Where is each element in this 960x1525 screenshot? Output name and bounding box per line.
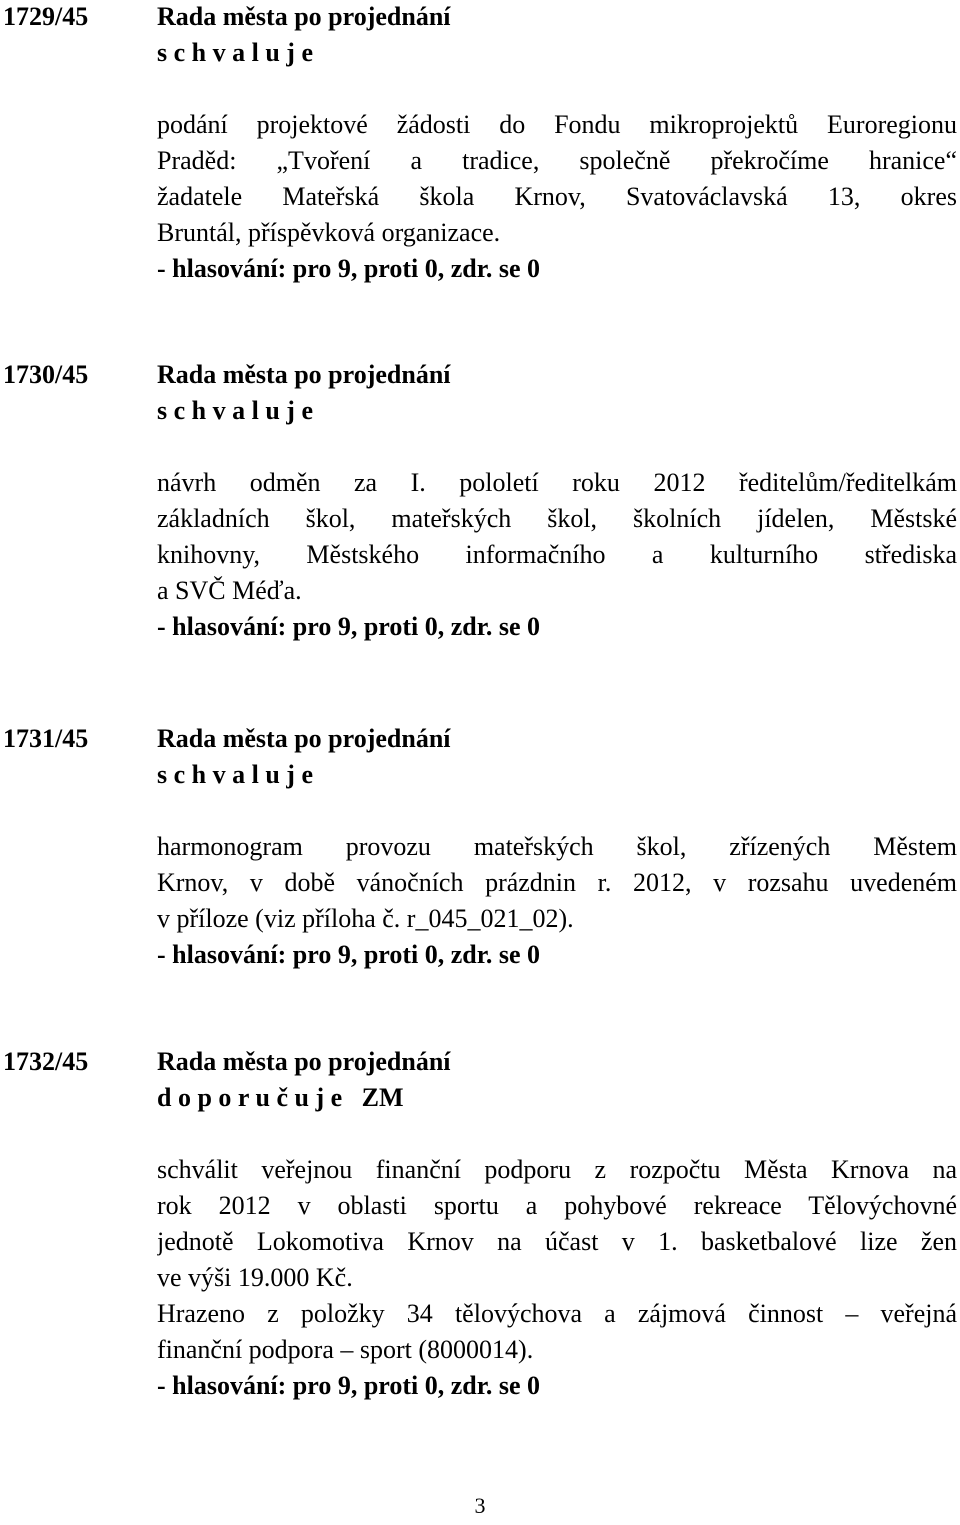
resolution-text-line: Krnov, v době vánočních prázdnin r. 2012, v rozsahu uvedeném (157, 868, 957, 897)
resolution-text-line: základních škol, mateřských škol, školních jídelen, Městské (157, 504, 957, 533)
resolution-body (157, 722, 957, 974)
resolution-heading: Rada města po projednání (157, 724, 451, 753)
vote-result: - hlasování: pro 9, proti 0, zdr. se 0 (157, 254, 541, 283)
resolution-text-line: ve výši 19.000 Kč. (157, 1263, 353, 1292)
resolution-number: 1731/45 (3, 724, 89, 753)
vote-result: - hlasování: pro 9, proti 0, zdr. se 0 (157, 940, 541, 969)
resolution-verb: s c h v a l u j e (157, 396, 313, 425)
vote-result: - hlasování: pro 9, proti 0, zdr. se 0 (157, 612, 541, 641)
resolution-text-line: knihovny, Městského informačního a kulturního střediska (157, 540, 957, 569)
resolution-heading: Rada města po projednání (157, 360, 451, 389)
resolution-text-line: Bruntál, příspěvková organizace. (157, 218, 501, 247)
resolution-heading: Rada města po projednání (157, 1047, 451, 1076)
resolution-verb: s c h v a l u j e (157, 760, 313, 789)
resolution-text-line: harmonogram provozu mateřských škol, zřízených Městem (157, 832, 957, 861)
spacer (157, 72, 957, 108)
resolution-number: 1730/45 (3, 360, 89, 389)
resolution-verb: d o p o r u č u j e ZM (157, 1083, 404, 1112)
spacer (157, 430, 957, 466)
spacer (157, 1117, 957, 1153)
resolution-number: 1729/45 (3, 2, 89, 31)
resolution-text-line: schválit veřejnou finanční podporu z rozpočtu Města Krnova na (157, 1155, 957, 1184)
page-number: 3 (474, 1493, 486, 1518)
resolution-text-line: rok 2012 v oblasti sportu a pohybové rekreace Tělovýchovné (157, 1191, 957, 1220)
resolution-number: 1732/45 (3, 1047, 89, 1076)
resolution-text-line: jednotě Lokomotiva Krnov na účast v 1. basketbalové lize žen (157, 1227, 957, 1256)
resolution-text-line: Hrazeno z položky 34 tělovýchova a zájmová činnost – veřejná (157, 1299, 957, 1328)
resolution-text-line: finanční podpora – sport (8000014). (157, 1335, 534, 1364)
resolution-verb: s c h v a l u j e (157, 38, 313, 67)
resolution-text-line: a SVČ Méďa. (157, 576, 302, 605)
resolution-text-line: v příloze (viz příloha č. r_045_021_02). (157, 904, 574, 933)
resolution-text-line: Praděd: „Tvoření a tradice, společně překročíme hranice“ (157, 146, 957, 175)
resolution-text-line: žadatele Mateřská škola Krnov, Svatováclavská 13, okres (157, 182, 957, 211)
resolution-text-line: podání projektové žádosti do Fondu mikroprojektů Euroregionu (157, 110, 957, 139)
spacer (157, 794, 957, 830)
resolution-body (157, 358, 957, 646)
vote-result: - hlasování: pro 9, proti 0, zdr. se 0 (157, 1371, 541, 1400)
resolution-body (157, 1045, 957, 1405)
resolution-heading: Rada města po projednání (157, 2, 451, 31)
resolution-body (157, 0, 957, 288)
resolution-text-line: návrh odměn za I. pololetí roku 2012 ředitelům/ředitelkám (157, 468, 957, 497)
